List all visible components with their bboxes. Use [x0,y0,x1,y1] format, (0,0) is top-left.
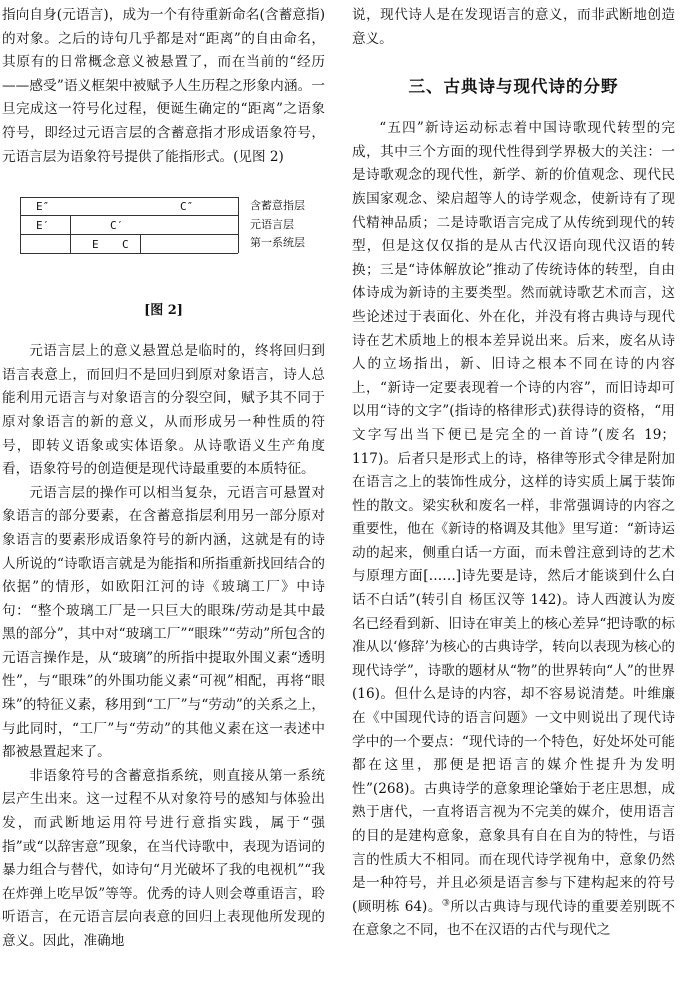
paragraph: 非语象符号的含蓄意指系统，则直接从第一系统层产生出来。这一过程不从对象符号的感知与体验出发，而武断地运用符号进行意指实践，属于“强指”或“以辞害意”现象，在当代诗歌中，表现为语词的暴力组合与替代，如诗句“月光破坏了我的电视机”“我在炸弹上吃早饭”等等。优秀的诗人则会尊重语言，聆听语言，在元语言层向表意的回归上表现他所发现的意义。因此，准确地 [2,767,325,949]
section-title: 三、古典诗与现代诗的分野 [408,77,619,97]
figure-2 [2,193,325,289]
paragraph: 说，现代诗人是在发现语言的意义，而非武断地创造意义。 [352,7,675,47]
figure-cell: E″ [36,200,50,214]
figure-layer-labels [250,197,305,253]
footnote-marker: ③ [441,898,451,909]
paragraph [352,117,675,943]
paragraph: 元语言层的操作可以相当复杂，元语言可悬置对象语言的部分要素，在含蓄意指层利用另一部分原对象语言的要素形成语象符号的新内涵，这就是有的诗人所说的“诗歌语言就是为能指和所指重新找回结合的依据”的情形，如欧阳江河的诗《玻璃工厂》中诗句：“整个玻璃工厂是一只巨大的眼珠/劳动是其中最黑的部分”，其中对“玻璃工厂”“眼珠”“劳动”所包含的元语言操作是，从“玻璃”的所指中提取外围义素“透明性”，与“眼珠”的外围功能义素“可视”相配，再将“眼珠”的特征义素，移用到“工厂”与“劳动”的关系之上，与此同时，“工厂”与“劳动”的其他义素在这一表述中都被悬置起来了。 [2,484,325,761]
paragraph: 指向自身(元语言)，成为一个有待重新命名(含蓄意指)的对象。之后的诗句几乎都是对“距离”的自由命名，其原有的日常概念意义被悬置了，而在当前的“经历——感受”语义框架中被赋予人生历程之形象内涵。一旦完成这一符号化过程，便诞生确定的“距离”之语象符号，即经过元语言层的含蓄意指才形成语象符号，元语言层为语象符号提供了能指形式。(见图 2) [2,7,325,165]
figure-cell: C′ [110,219,124,233]
figure-cell: C [122,238,129,252]
figure-caption: [图 2] [144,303,183,319]
right-column [352,4,675,943]
paragraph-text: “五四”新诗运动标志着中国诗歌现代转型的完成，其中三个方面的现代性得到学界极大的关注：一是诗歌观念的现代性，新学、新的价值观念、现代民族国家观念、梁启超等人的诗学观念，使新诗有了现代精神品质；二是诗歌语言完成了从传统到现代的转型，但是这仅仅指的是从古代汉语向现代汉语的转换；三是“诗体解放论”推动了传统诗体的转型，自由体诗成为新诗的主要类型。然而就诗歌艺术而言，这些论述过于表面化、外在化，并没有将古典诗与现代诗在艺术质地上的根本差异说出来。后来，废名从诗人的立场指出，新、旧诗之根本不同在诗的内容上，“新诗一定要表现着一个诗的内容”，而旧诗却可以用“诗的文字”(指诗的格律形式)获得诗的资格，“用文字写出当下便已是完全的一首诗”(废名 19；117)。后者只是形式上的诗，格律等形式令律是附加在语言之上的装饰性成分，这样的诗实质上属于装饰性的散文。梁实秋和废名一样，非常强调诗的内容之重要性，他在《新诗的格调及其他》里写道：“新诗运动的起来，侧重白话一方面，而未曾注意到诗的艺术与原理方面[……]诗先要是诗，然后才能谈到什么白话不白话”(转引自 杨匡汉等 142)。诗人西渡认为废名已经看到新、旧诗在审美上的核心差异“把诗歌的标准从以‘修辞’为核心的古典诗学，转向以表现为核心的现代诗学”，诗歌的题材从“物”的世界转向“人”的世界(16)。但什么是诗的内容，却不容易说清楚。叶维廉在《中国现代诗的语言问题》一文中则说出了现代诗学中的一个要点：“现代诗的一个特色，好处坏处可能都在这里，那便是把语言的媒介性提升为发明性”(268)。古典诗学的意象理论肇始于老庄思想，成熟于唐代，一直将语言视为不完美的媒介，使用语言的目的是建构意象，意象具有自在自为的特性，与语言的性质大不相同。而在现代诗学视角中，意象仍然是一种符号，并且必须是语言参与下建构起来的符号(顾明栋 64)。 [352,120,675,915]
paragraph-text: 所以古典诗与现代诗的重要差别既不在意象之不同，也不在汉语的古代与现代之 [352,898,676,939]
figure-label: 含蓄意指层 [250,199,305,213]
figure-cell: E [92,238,99,252]
paragraph: 元语言层上的意义悬置总是临时的，终将回归到语言表意上，而回归不是回归到原对象语言，诗人总能利用元语言与对象语言的分裂空间，赋予其不同于原对象语言的新的意义，从而形成另一种性质的符号，即转义语象或实体语象。从诗歌语义生产角度看，语象符号的创造便是现代诗最重要的本质特征。 [2,343,325,478]
figure-cell: C″ [180,200,194,214]
left-column [2,4,325,954]
figure-label: 第一系统层 [250,236,305,250]
figure-cell: E′ [36,219,50,233]
figure-label: 元语言层 [250,217,294,231]
figure-diagram [20,197,238,253]
